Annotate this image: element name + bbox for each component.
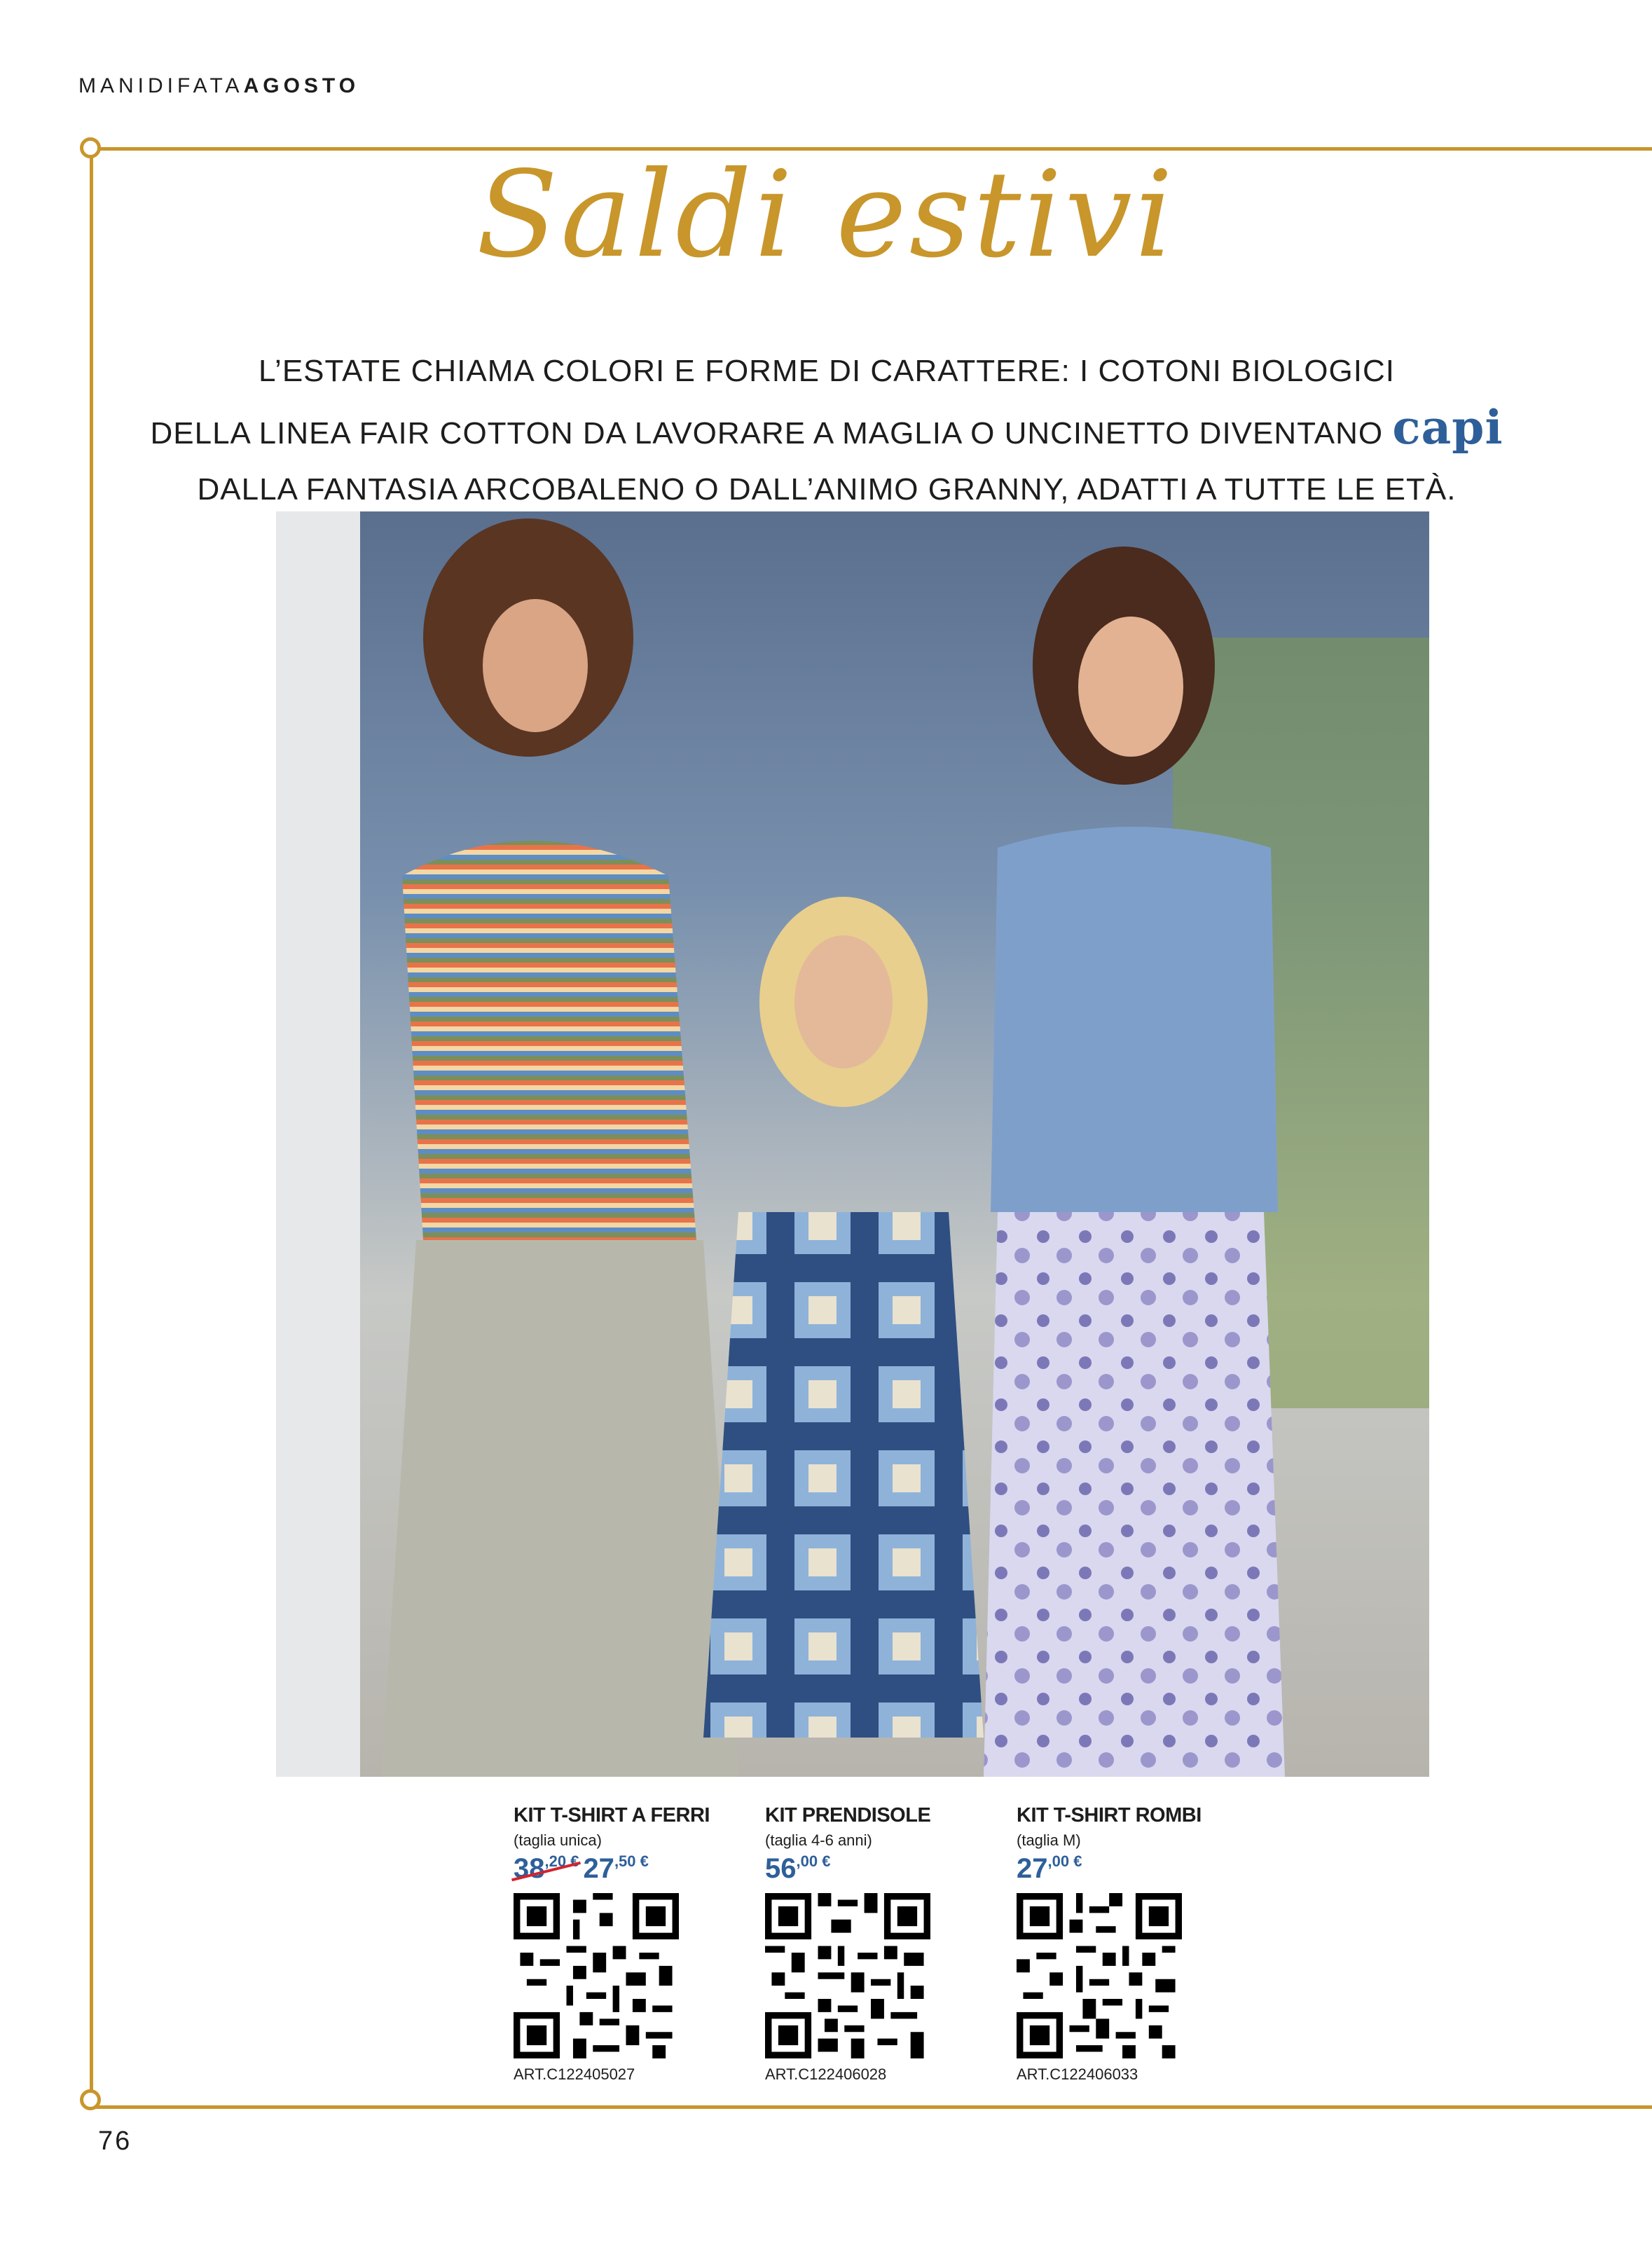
intro-text bbox=[140, 343, 1513, 518]
product-size: (taglia 4-6 anni) bbox=[765, 1831, 872, 1849]
product-size: (taglia M) bbox=[1017, 1831, 1081, 1849]
price-int: 56 bbox=[765, 1853, 797, 1884]
models-photo bbox=[276, 511, 1429, 1777]
photo-illustration bbox=[276, 511, 1429, 1777]
product-kit-prendisole bbox=[765, 1804, 961, 2084]
intro-line-1: L’ESTATE CHIAMA COLORI E FORME DI CARATTERE: I COTONI BIOLOGICI bbox=[259, 354, 1395, 388]
price-dec: ,00 € bbox=[796, 1852, 831, 1870]
product-art-code: ART.C122405027 bbox=[514, 2065, 635, 2083]
product-price bbox=[765, 1852, 961, 1885]
product-price bbox=[1017, 1852, 1213, 1885]
intro-line-2 bbox=[140, 399, 1513, 462]
price-dec: ,00 € bbox=[1047, 1852, 1082, 1870]
product-name: KIT PRENDISOLE bbox=[765, 1804, 931, 1827]
page-title: Saldi estivi bbox=[476, 146, 1176, 284]
intro-line-3: DALLA FANTASIA ARCOBALENO O DALL’ANIMO GRANNY, ADATTI A TUTTE LE ETÀ. bbox=[197, 472, 1457, 507]
price-int: 27 bbox=[1017, 1853, 1048, 1884]
product-name: KIT T-SHIRT A FERRI bbox=[514, 1804, 710, 1827]
intro-accent-word: capi bbox=[1392, 400, 1503, 455]
header-label: MANIDIFATA bbox=[78, 74, 244, 97]
product-art-code: ART.C122406028 bbox=[765, 2065, 887, 2083]
product-size: (taglia unica) bbox=[514, 1831, 602, 1849]
frame-corner-bottom bbox=[80, 2089, 101, 2110]
old-price-dec: ,20 € bbox=[544, 1852, 579, 1870]
header-month: AGOSTO bbox=[243, 74, 360, 97]
price-dec: ,50 € bbox=[614, 1852, 649, 1870]
old-price bbox=[514, 1853, 579, 1884]
product-name: KIT T-SHIRT ROMBI bbox=[1017, 1804, 1202, 1827]
page-number: 76 bbox=[98, 2126, 132, 2156]
product-kit-tshirt-ferri bbox=[514, 1804, 710, 2084]
qr-code[interactable] bbox=[514, 1893, 679, 2058]
price-int: 27 bbox=[583, 1853, 614, 1884]
magazine-header bbox=[78, 74, 359, 98]
product-kit-tshirt-rombi bbox=[1017, 1804, 1213, 2084]
old-price-int: 38 bbox=[514, 1853, 545, 1884]
qr-code[interactable] bbox=[765, 1893, 930, 2058]
product-art-code: ART.C122406033 bbox=[1017, 2065, 1138, 2083]
qr-code[interactable] bbox=[1017, 1893, 1182, 2058]
intro-line-2-text: DELLA LINEA FAIR COTTON DA LAVORARE A MAGLIA O UNCINETTO DIVENTANO bbox=[150, 416, 1384, 451]
product-price bbox=[514, 1852, 710, 1885]
